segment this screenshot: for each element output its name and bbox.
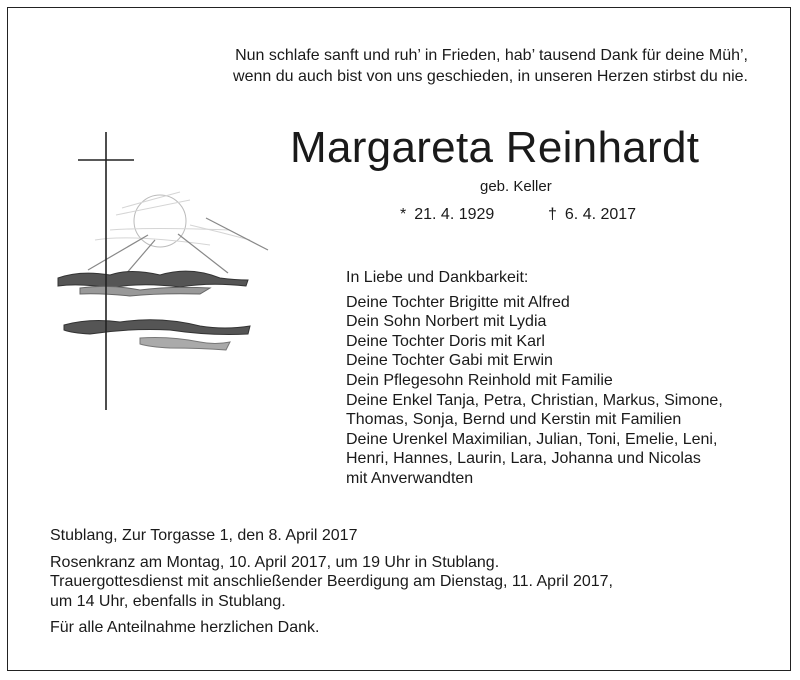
service-info: Trauergottesdienst mit anschließender Beerdigung am Dienstag, 11. April 2017, <box>50 573 613 591</box>
poem-line: Nun schlafe sanft und ruh’ in Frieden, hab’ tausend Dank für deine Müh’, <box>235 47 748 64</box>
family-intro: In Liebe und Dankbarkeit: <box>346 269 529 286</box>
death-symbol: † <box>548 206 557 223</box>
family-line: Thomas, Sonja, Bernd und Kerstin mit Familien <box>346 411 682 429</box>
maiden-name: geb. Keller <box>480 178 552 195</box>
place-date: Stublang, Zur Torgasse 1, den 8. April 2017 <box>50 527 358 544</box>
footer <box>50 526 613 638</box>
death-date-value: 6. 4. 2017 <box>564 206 637 223</box>
service-info-continued: um 14 Uhr, ebenfalls in Stublang. <box>50 592 286 610</box>
family-line: Deine Tochter Doris mit Karl <box>346 332 545 350</box>
family-line: Deine Urenkel Maximilian, Julian, Toni, Emelie, Leni, <box>346 430 718 448</box>
family-line: Deine Tochter Brigitte mit Alfred <box>346 293 570 311</box>
family-line: Henri, Hannes, Laurin, Lara, Johanna und Nicolas <box>346 450 701 468</box>
deceased-name: Margareta Reinhardt <box>290 123 700 172</box>
thanks: Für alle Anteilnahme herzlichen Dank. <box>50 619 320 637</box>
poem <box>233 45 748 87</box>
hills <box>58 271 250 350</box>
family-line: mit Anverwandten <box>346 469 474 487</box>
birth-date <box>400 206 494 224</box>
death-date <box>548 206 636 224</box>
rosary-info: Rosenkranz am Montag, 10. April 2017, um 19 Uhr in Stublang. <box>50 553 500 571</box>
birth-symbol: * <box>400 206 407 223</box>
family-line: Dein Sohn Norbert mit Lydia <box>346 313 547 331</box>
cross-icon <box>78 132 134 410</box>
family-line: Deine Tochter Gabi mit Erwin <box>346 352 553 370</box>
poem-line: wenn du auch bist von uns geschieden, in unseren Herzen stirbst du nie. <box>233 68 748 85</box>
family-list <box>346 268 723 489</box>
family-line: Dein Pflegesohn Reinhold mit Familie <box>346 371 613 389</box>
family-line: Deine Enkel Tanja, Petra, Christian, Markus, Simone, <box>346 391 723 409</box>
birth-date-value: 21. 4. 1929 <box>414 206 495 223</box>
cross-landscape-illustration <box>50 130 310 420</box>
